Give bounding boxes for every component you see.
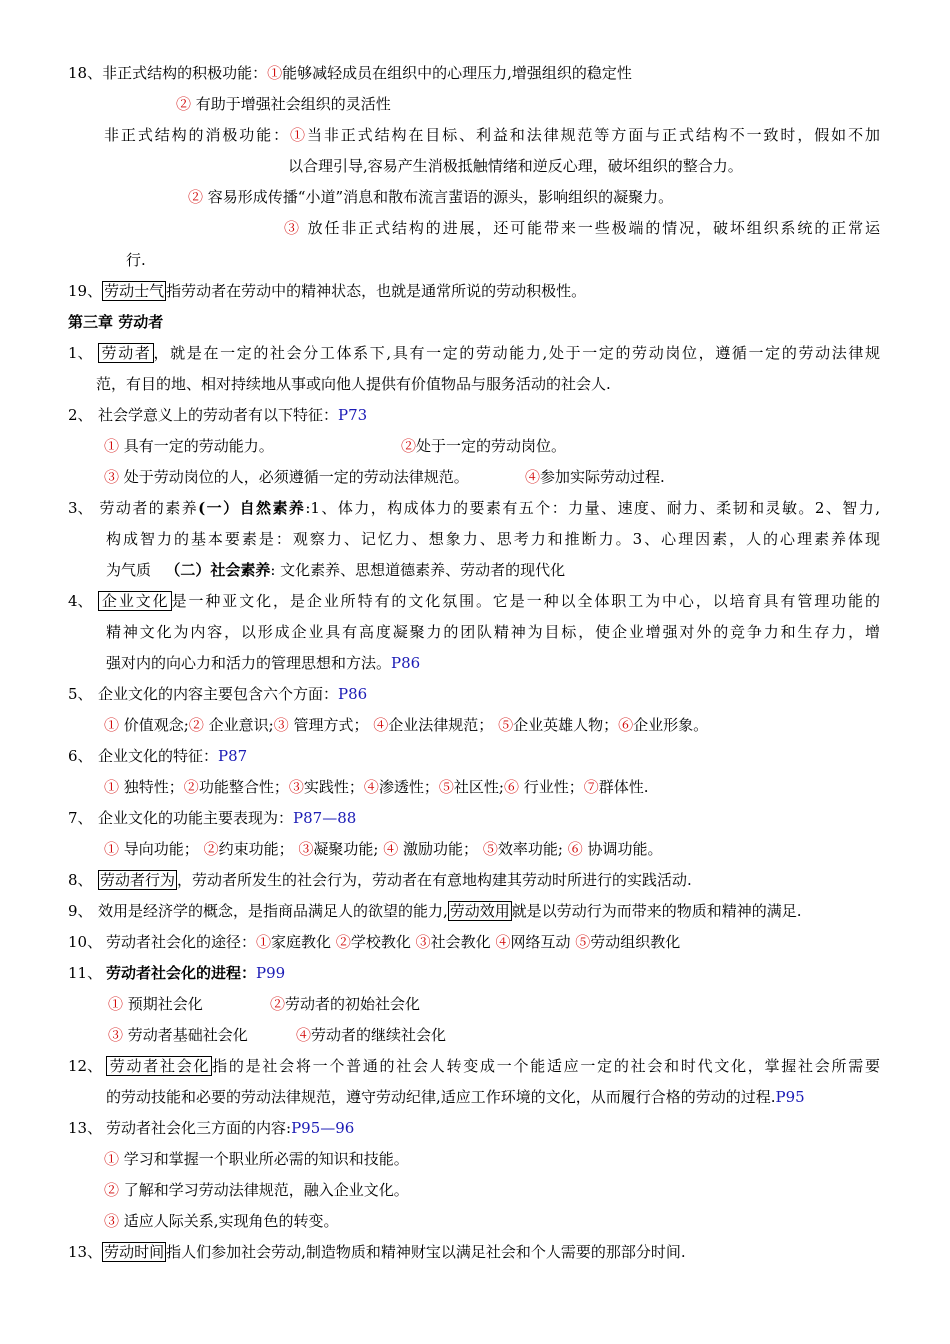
item-10-line [68, 932, 680, 952]
item-number: 18、 [68, 64, 103, 82]
term-box: 劳动者社会化 [108, 1057, 211, 1075]
term-box: 企业文化 [100, 592, 170, 610]
page-reference: P86 [338, 685, 368, 703]
text: 行业性； [518, 778, 584, 796]
text: 是一种亚文化，是企业所特有的文化氛围。它是一种以全体职工为中心，以培育具有管理功能的 [171, 592, 880, 610]
text: 劳动者的素养 [98, 499, 199, 517]
list-marker: ① [108, 995, 124, 1013]
text: ，劳动者所发生的社会行为，劳动者在有意地构建其劳动时所进行的实践活动. [177, 871, 692, 889]
list-marker: ④ [363, 778, 379, 796]
item-4-line [68, 591, 880, 611]
text: ，就是在一定的社会分工体系下,具有一定的劳动能力,处于一定的劳动岗位，遵循一定的劳动法律规 [153, 344, 880, 362]
text: 企业法律规范； [388, 716, 494, 734]
list-marker: ⑤ [482, 840, 498, 858]
text-line [284, 218, 880, 238]
text-line [96, 374, 611, 394]
text: 实践性； [303, 778, 364, 796]
text-line [106, 622, 880, 642]
text: 构成智力的基本要素是：观察力、记忆力、想象力、思考力和推断力。3、心理因素，人的心理素养体现 [106, 530, 880, 548]
text: 凝聚功能; [313, 840, 379, 858]
bold-text: （二）社会素养 [165, 561, 271, 579]
text-line [296, 1025, 446, 1045]
item-3-line [68, 498, 880, 518]
page-reference: P99 [256, 964, 286, 982]
item-8-line [68, 870, 692, 890]
text: :1、体力，构成体力的要素有五个：力量、速度、耐力、柔韧和灵敏。2、智力, [305, 499, 880, 517]
list-marker: ① [104, 437, 120, 455]
text: 指劳动者在劳动中的精神状态，也就是通常所说的劳动积极性。 [166, 282, 587, 300]
list-marker: ③ [104, 1212, 120, 1230]
text-line [108, 1025, 248, 1045]
text: 为气质 [106, 561, 166, 579]
text: 容易形成传播“小道”消息和散布流言蜚语的源头，影响组织的凝聚力。 [203, 188, 674, 206]
text-line [104, 125, 880, 145]
text: 当非正式结构在目标、利益和法律规范等方面与正式结构不一致时，假如不加 [306, 126, 880, 144]
list-marker: ③ [415, 933, 431, 951]
item-number: 4、 [68, 592, 93, 610]
item-number: 11、 [68, 964, 103, 982]
text: 范，有目的地、相对持续地从事或向他人提供有价值物品与服务活动的社会人. [96, 375, 611, 393]
item-number: 8、 [68, 871, 93, 889]
text: 以合理引导,容易产生消极抵触情绪和逆反心理，破坏组织的整合力。 [288, 157, 743, 175]
list-marker: ② [270, 995, 286, 1013]
list-marker: ② [176, 95, 192, 113]
text: 劳动者社会化的途径： [106, 933, 257, 951]
item-number: 13、 [68, 1243, 103, 1261]
text: 功能整合性； [198, 778, 289, 796]
text: 网络互动 [510, 933, 571, 951]
item-11-line [68, 963, 285, 983]
list-marker: ② [203, 840, 219, 858]
text: 导向功能； [119, 840, 199, 858]
text: 有助于增强社会组织的灵活性 [191, 95, 391, 113]
list-marker: ③ [108, 1026, 124, 1044]
text: 激励功能； [398, 840, 479, 858]
term-box: 劳动效用 [449, 902, 510, 920]
text-line [401, 436, 566, 456]
item-19-line [68, 281, 586, 301]
list-marker: ⑦ [583, 778, 599, 796]
text-line [106, 1087, 805, 1107]
text-line [288, 156, 743, 176]
list-marker: ③ [288, 778, 304, 796]
text-line [106, 560, 565, 580]
text: 精神文化为内容，以形成企业具有高度凝聚力的团队精神为目标，使企业增强对外的竞争力和生存力，增 [106, 623, 880, 641]
text: 的劳动技能和必要的劳动法律规范，遵守劳动纪律,适应工作环境的文化，从而履行合格的劳动的过程. [106, 1088, 776, 1106]
list-marker: ④ [383, 840, 399, 858]
item-number: 13、 [68, 1119, 103, 1137]
item-13-line [68, 1118, 354, 1138]
text: 参加实际劳动过程. [540, 468, 665, 486]
page-reference: P95 [775, 1088, 805, 1106]
item-12-line [68, 1056, 880, 1076]
item-6-line [68, 746, 247, 766]
text-line [104, 467, 469, 487]
page-reference: P87—88 [293, 809, 357, 827]
text-line [104, 436, 274, 456]
item-2-line [68, 405, 367, 425]
text: 企业文化的特征： [98, 747, 219, 765]
item-number: 2、 [68, 406, 93, 424]
list-marker: ① [256, 933, 272, 951]
list-marker: ② [188, 716, 204, 734]
list-marker: ① [290, 126, 307, 144]
item-number: 12、 [68, 1057, 103, 1075]
text-line [108, 994, 203, 1014]
item-5-line [68, 684, 367, 704]
page-reference: P86 [391, 654, 421, 672]
list-marker: ⑥ [567, 840, 583, 858]
text: 企业文化的功能主要表现为： [98, 809, 294, 827]
list-marker: ③ [104, 468, 120, 486]
text: 就是以劳动行为而带来的物质和精神的满足. [511, 902, 802, 920]
text: 价值观念; [119, 716, 189, 734]
list-marker: ④ [495, 933, 511, 951]
list-marker: ① [104, 1150, 120, 1168]
text: 效用是经济学的概念，是指商品满足人的欲望的能力, [98, 902, 448, 920]
list-marker: ② [335, 933, 351, 951]
text-line [104, 1211, 339, 1231]
list-marker: ① [104, 778, 120, 796]
list-marker: ⑥ [618, 716, 634, 734]
text-line [104, 1149, 409, 1169]
list-marker: ② [183, 778, 199, 796]
text: 渗透性； [378, 778, 439, 796]
text: 处于一定的劳动岗位。 [416, 437, 567, 455]
list-marker: ⑤ [498, 716, 514, 734]
text: 企业意识; [203, 716, 274, 734]
text: 家庭教化 [271, 933, 332, 951]
text: 非正式结构的积极功能： [102, 64, 268, 82]
text-line [104, 839, 662, 859]
item-number: 1、 [68, 344, 93, 362]
text: 劳动者的继续社会化 [311, 1026, 447, 1044]
list-marker: ② [104, 1181, 120, 1199]
text: 能够减轻成员在组织中的心理压力,增强组织的稳定性 [282, 64, 632, 82]
text: 指人们参加社会劳动,制造物质和精神财宝以满足社会和个人需要的那部分时间. [166, 1243, 686, 1261]
text: 管理方式； [288, 716, 369, 734]
term-box: 劳动者行为 [100, 871, 176, 889]
text: 学习和掌握一个职业所必需的知识和技能。 [119, 1150, 409, 1168]
list-marker: ④ [296, 1026, 312, 1044]
item-1-line [68, 343, 880, 363]
page-reference: P95—96 [291, 1119, 355, 1137]
text-line [270, 994, 420, 1014]
text-line [126, 250, 146, 270]
text: 劳动组织教化 [590, 933, 681, 951]
item-9-line [68, 901, 802, 921]
text: 企业文化的内容主要包含六个方面： [98, 685, 339, 703]
text: 劳动者社会化三方面的内容: [106, 1119, 292, 1137]
text: 效率功能; [497, 840, 563, 858]
bold-text: 劳动者社会化的进程： [106, 964, 257, 982]
item-number: 5、 [68, 685, 93, 703]
text: 企业形象。 [633, 716, 709, 734]
list-marker: ⑤ [438, 778, 454, 796]
list-marker: ③ [298, 840, 314, 858]
item-13b-line [68, 1242, 686, 1262]
text: 社会学意义上的劳动者有以下特征： [98, 406, 339, 424]
item-number: 6、 [68, 747, 93, 765]
page-reference: P73 [338, 406, 368, 424]
text-line [106, 529, 880, 549]
item-number: 19、 [68, 282, 103, 300]
list-marker: ① [104, 716, 120, 734]
text: 适应人际关系,实现角色的转变。 [119, 1212, 339, 1230]
item-number: 9、 [68, 902, 93, 920]
text: 放任非正式结构的进展，还可能带来一些极端的情况，破坏组织系统的正常运 [300, 219, 880, 237]
chapter-heading: 第三章 劳动者 [68, 313, 164, 331]
list-marker: ⑥ [503, 778, 519, 796]
item-number: 10、 [68, 933, 103, 951]
term-box: 劳动时间 [104, 1243, 165, 1261]
term-box: 劳动者 [100, 344, 152, 362]
text: 劳动者基础社会化 [123, 1026, 248, 1044]
list-marker: ② [188, 188, 204, 206]
term-box: 劳动士气 [104, 282, 165, 300]
text-line [104, 715, 708, 735]
text: 企业英雄人物； [513, 716, 619, 734]
text: 指的是社会将一个普通的社会人转变成一个能适应一定的社会和时代文化，掌握社会所需要 [212, 1057, 880, 1075]
list-marker: ③ [273, 716, 289, 734]
text-line [176, 94, 391, 114]
text: 非正式结构的消极功能： [104, 126, 291, 144]
page-reference: P87 [218, 747, 248, 765]
bold-text: (一）自然素养 [198, 499, 306, 517]
text: 行. [126, 251, 146, 269]
list-marker: ⑤ [575, 933, 591, 951]
text: 劳动者的初始社会化 [285, 995, 421, 1013]
list-marker: ② [401, 437, 417, 455]
item-number: 3、 [68, 499, 93, 517]
text-line [106, 653, 420, 673]
text-line [104, 1180, 409, 1200]
list-marker: ① [267, 64, 283, 82]
list-marker: ④ [373, 716, 389, 734]
text: 具有一定的劳动能力。 [119, 437, 274, 455]
text: 群体性. [598, 778, 649, 796]
list-marker: ③ [284, 219, 301, 237]
text: 约束功能； [218, 840, 294, 858]
text: 社会教化 [430, 933, 491, 951]
text: 预期社会化 [123, 995, 203, 1013]
text: 协调功能。 [582, 840, 663, 858]
list-marker: ① [104, 840, 120, 858]
item-18-line [68, 63, 632, 83]
text-line [104, 777, 649, 797]
text: 独特性； [119, 778, 184, 796]
text: 处于劳动岗位的人，必须遵循一定的劳动法律规范。 [119, 468, 469, 486]
text-line [525, 467, 665, 487]
text: 社区性; [453, 778, 504, 796]
list-marker: ④ [525, 468, 541, 486]
item-7-line [68, 808, 356, 828]
text: 了解和学习劳动法律规范，融入企业文化。 [119, 1181, 409, 1199]
text: : 文化素养、思想道德素养、劳动者的现代化 [270, 561, 566, 579]
text: 强对内的向心力和活力的管理思想和方法。 [106, 654, 392, 672]
text-line [188, 187, 673, 207]
item-number: 7、 [68, 809, 93, 827]
text: 学校教化 [350, 933, 411, 951]
